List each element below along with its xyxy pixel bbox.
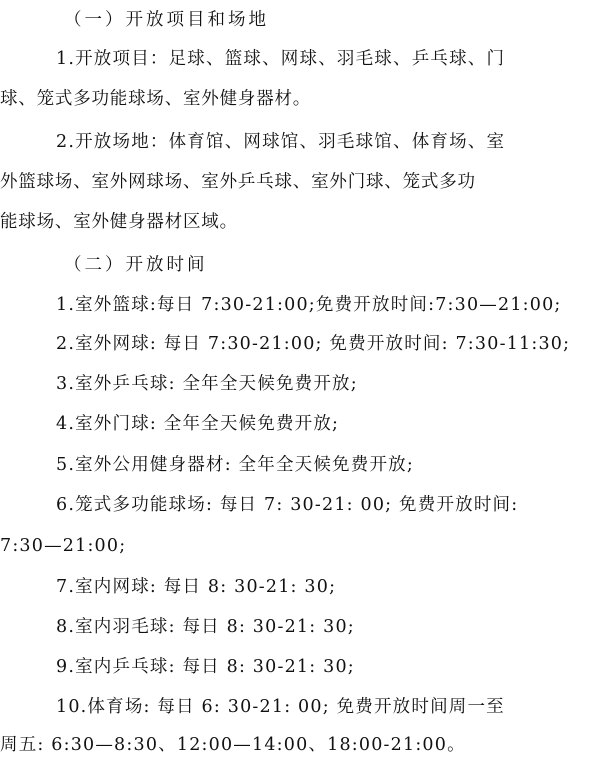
list-item: 1.室外篮球:每日 7:30-21:00;免费开放时间:7:30—21:00; <box>56 295 562 315</box>
list-item: 8.室内羽毛球: 每日 8: 30-21: 30; <box>56 617 355 637</box>
paragraph-open-venues-line-1: 2.开放场地：体育馆、网球馆、羽毛球馆、体育场、室 <box>56 132 506 152</box>
list-item: 9.室内乒乓球: 每日 8: 30-21: 30; <box>56 657 355 677</box>
list-item: 7.室内网球: 每日 8: 30-21: 30; <box>56 577 337 597</box>
paragraph-open-items-line-1: 1.开放项目：足球、篮球、网球、羽毛球、乒乓球、门 <box>56 49 506 69</box>
paragraph-open-venues-line-2: 外篮球场、室外网球场、室外乒乓球、室外门球、笼式多功 <box>0 172 476 192</box>
section-heading-open-items: （一）开放项目和场地 <box>64 10 269 30</box>
paragraph-open-items-line-2: 球、笼式多功能球场、室外健身器材。 <box>0 89 312 109</box>
list-item-continuation: 周五: 6:30—8:30、12:00—14:00、18:00-21:00。 <box>0 735 466 755</box>
list-item-continuation: 7:30—21:00; <box>0 536 127 556</box>
list-item: 10.体育场: 每日 6: 30-21: 00; 免费开放时间周一至 <box>56 697 505 717</box>
section-heading-open-hours: （二）开放时间 <box>64 255 208 275</box>
list-item: 4.室外门球: 全年全天候免费开放; <box>56 414 340 434</box>
list-item: 2.室外网球: 每日 7:30-21:00; 免费开放时间: 7:30-11:30; <box>56 334 571 354</box>
list-item: 5.室外公用健身器材: 全年全天候免费开放; <box>56 455 414 475</box>
paragraph-open-venues-line-3: 能球场、室外健身器材区域。 <box>0 212 238 232</box>
list-item: 6.笼式多功能球场: 每日 7: 30-21: 00; 免费开放时间: <box>56 495 519 515</box>
list-item: 3.室外乒乓球: 全年全天候免费开放; <box>56 374 358 394</box>
